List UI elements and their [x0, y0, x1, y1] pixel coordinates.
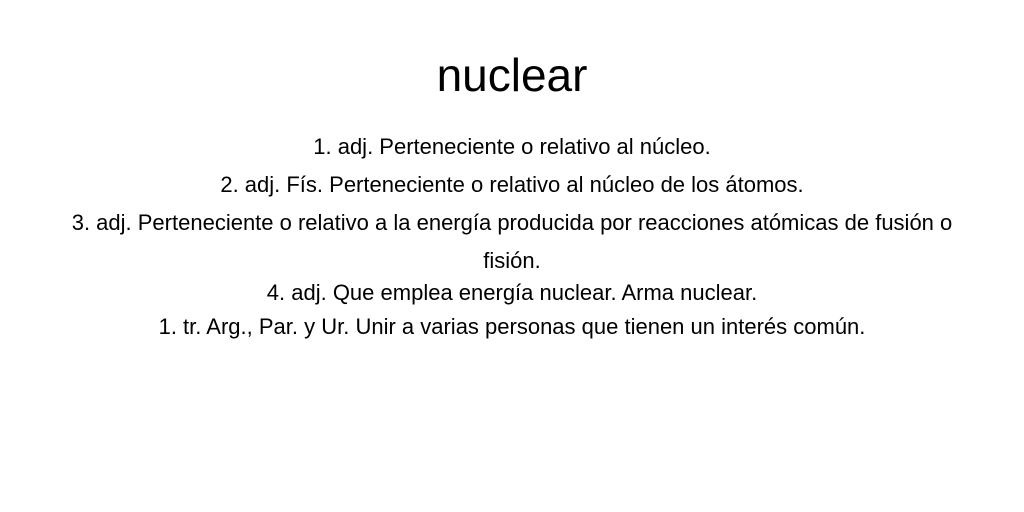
definition-item: 4. adj. Que emplea energía nuclear. Arma nuclear.: [266, 280, 758, 305]
entry-word: nuclear: [436, 49, 588, 101]
definition-item: 1. adj. Perteneciente o relativo al núcleo.: [313, 134, 711, 159]
definition-list: [0, 128, 1024, 346]
definition-item: 3. adj. Perteneciente o relativo a la energía producida por reacciones atómicas de fusión o fisión.: [71, 210, 953, 273]
definition-item: 2. adj. Fís. Perteneciente o relativo al núcleo de los átomos.: [220, 172, 804, 197]
definition-item: 1. tr. Arg., Par. y Ur. Unir a varias personas que tienen un interés común.: [158, 314, 866, 339]
